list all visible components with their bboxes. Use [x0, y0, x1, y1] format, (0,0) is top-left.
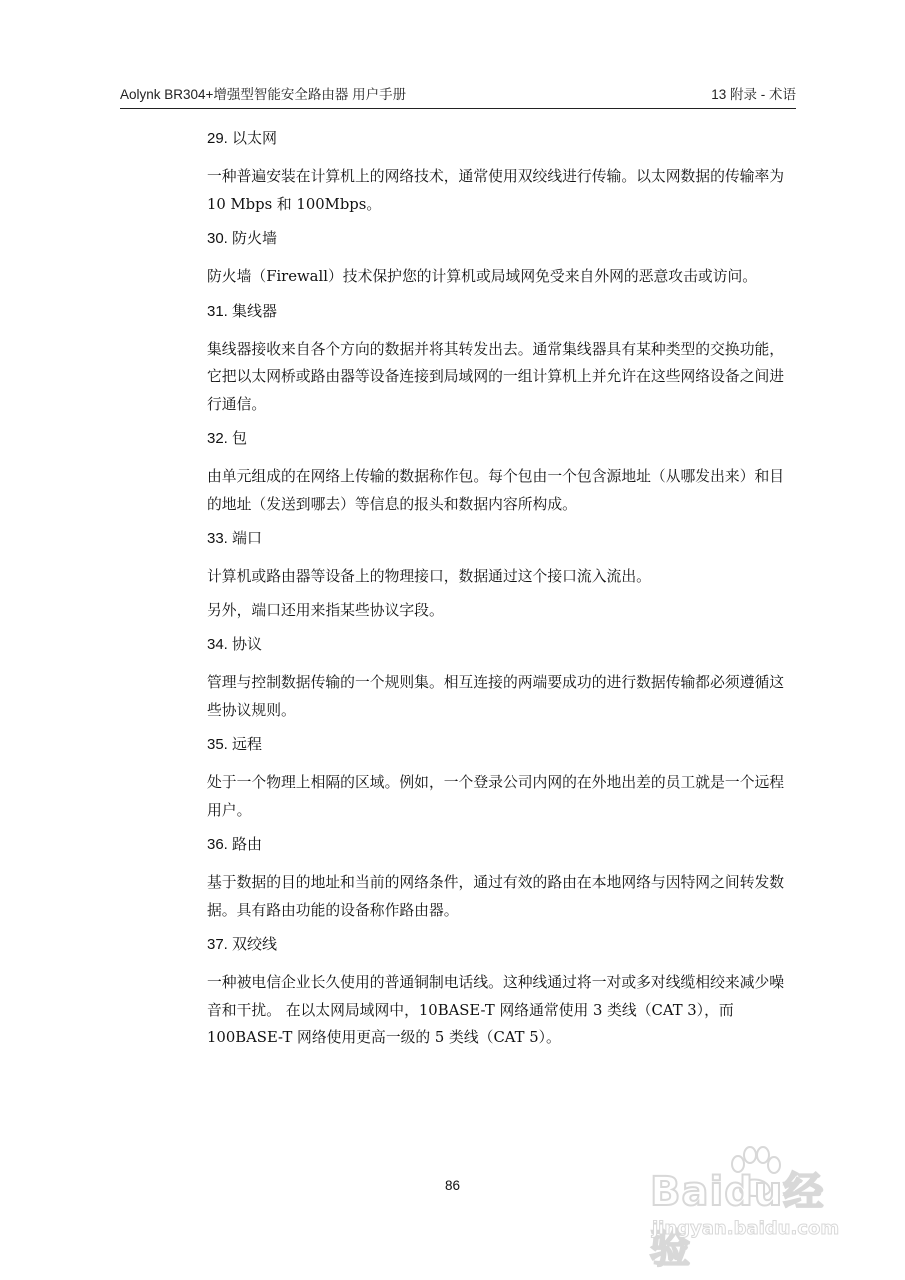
term-section [207, 834, 797, 924]
term-title: 29. 以太网 [207, 130, 278, 147]
header-chapter: 13 附录 - 术语 [711, 87, 796, 102]
term-section [207, 301, 797, 419]
term-section [207, 634, 797, 724]
term-definition: 处于一个物理上相隔的区域。例如，一个登录公司内网的在外地出差的员工就是一个远程用户。 [207, 774, 785, 819]
term-definition: 一种被电信企业长久使用的普通铜制电话线。这种线通过将一对或多对线缆相绞来减少噪音和干扰。 在以太网局域网中，10BASE-T 网络通常使用 3 类线（CAT 3），而 100BASE-T 网络使用更高一级的 5 类线（CAT 5）。 [207, 974, 785, 1046]
glossary-content [207, 128, 797, 1062]
watermark-url: jingyan.baidu.com [652, 1218, 840, 1239]
term-title: 32. 包 [207, 430, 248, 447]
term-title: 36. 路由 [207, 836, 263, 853]
term-definition: 由单元组成的在网络上传输的数据称作包。每个包由一个包含源地址（从哪发出来）和目的地址（发送到哪去）等信息的报头和数据内容所构成。 [207, 468, 785, 513]
baidu-watermark [640, 1140, 860, 1272]
term-section [207, 428, 797, 518]
term-section [207, 734, 797, 824]
term-definition: 计算机或路由器等设备上的物理接口，数据通过这个接口流入流出。 [207, 568, 651, 585]
term-section [207, 934, 797, 1052]
term-title: 33. 端口 [207, 530, 263, 547]
page-header [120, 86, 796, 109]
term-section [207, 228, 797, 291]
term-definition: 一种普遍安装在计算机上的网络技术，通常使用双绞线进行传输。以太网数据的传输率为 10 Mbps 和 100Mbps。 [207, 168, 785, 213]
term-title: 35. 远程 [207, 736, 263, 753]
term-definition: 防火墙（Firewall）技术保护您的计算机或局域网免受来自外网的恶意攻击或访问。 [207, 268, 758, 285]
term-section [207, 128, 797, 218]
term-definition: 另外，端口还用来指某些协议字段。 [207, 601, 444, 619]
term-title: 31. 集线器 [207, 302, 278, 320]
term-definition: 基于数据的目的地址和当前的网络条件，通过有效的路由在本地网络与因特网之间转发数据。具有路由功能的设备称作路由器。 [207, 874, 785, 919]
term-definition: 集线器接收来自各个方向的数据并将其转发出去。通常集线器具有某种类型的交换功能，它把以太网桥或路由器等设备连接到局域网的一组计算机上并允许在这些网络设备之间进行通信。 [207, 340, 785, 413]
watermark-brand: Baidu经验 [650, 1169, 825, 1272]
term-title: 34. 协议 [207, 636, 263, 653]
term-section [207, 528, 797, 624]
header-title: Aolynk BR304+增强型智能安全路由器 用户手册 [120, 87, 407, 102]
term-title: 30. 防火墙 [207, 230, 278, 247]
term-definition: 管理与控制数据传输的一个规则集。相互连接的两端要成功的进行数据传输都必须遵循这些协议规则。 [207, 674, 785, 719]
page-number: 86 [444, 1178, 461, 1193]
term-title: 37. 双绞线 [207, 936, 278, 953]
